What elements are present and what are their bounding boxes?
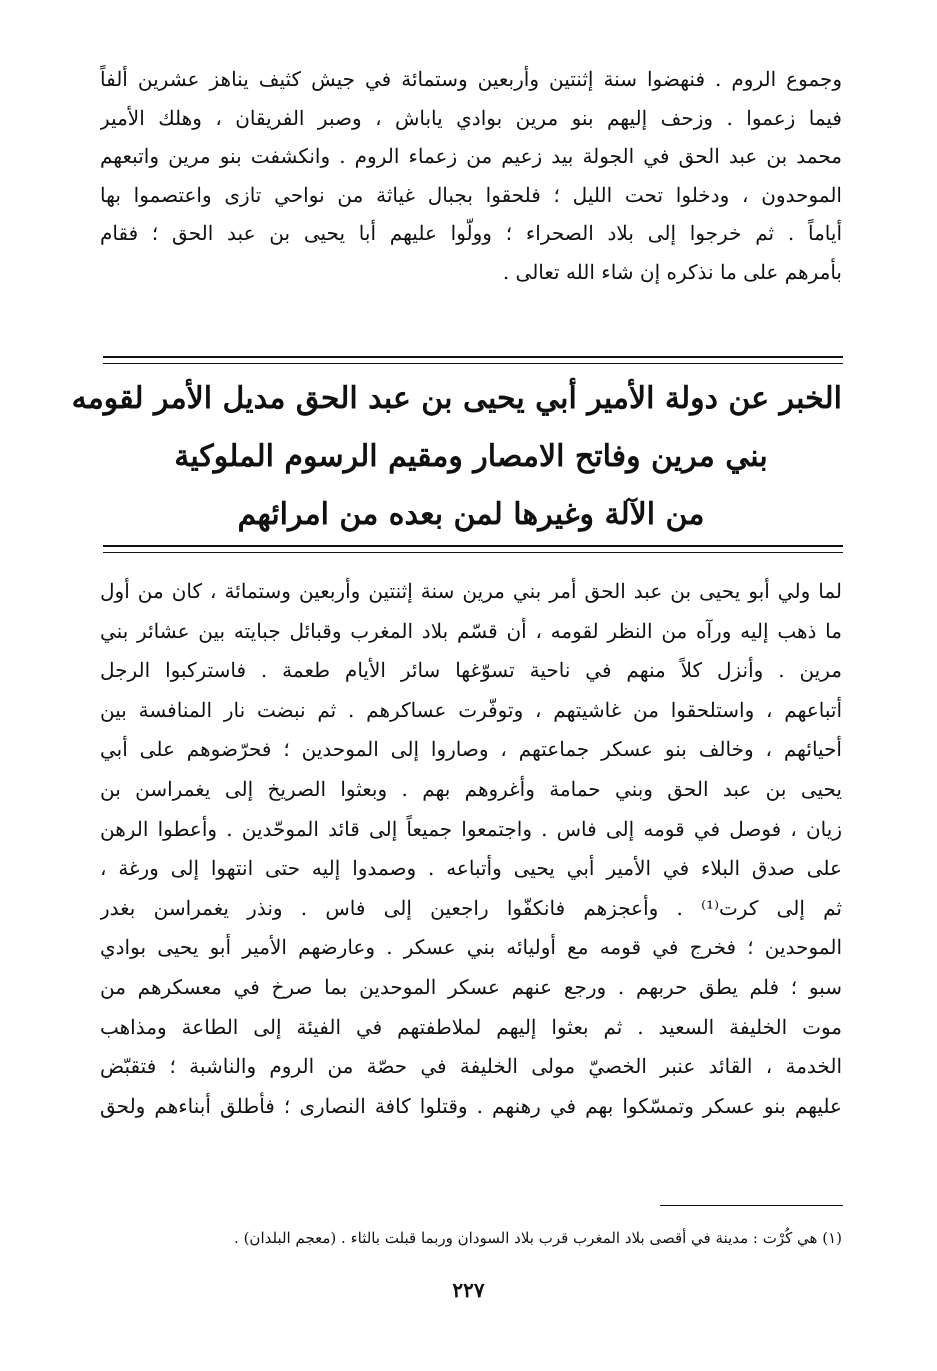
page-number: ٢٢٧	[452, 1278, 485, 1302]
text-line: أياماً . ثم خرجوا إلى بلاد الصحراء ؛ وولّوا عليهم أبا يحيى بن عبد الحق ؛ فقام	[100, 221, 842, 245]
footnote-separator	[660, 1205, 843, 1206]
text-line: فيما زعموا . وزحف إليهم بنو مرين بوادي ياباش ، وصبر الفريقان ، وهلك الأمير	[100, 105, 842, 130]
heading-line: بني مرين وفاتح الامصار ومقيم الرسوم الملوكية	[174, 439, 768, 474]
text-line: زيان ، فوصل في قومه إلى فاس . واجتمعوا جميعاً إلى قائد الموحّدين . وأعطوا الرهن	[100, 816, 842, 841]
text-line: الموحدون ، ودخلوا تحت الليل ؛ فلحقوا بجبال غياثة من نواحي تازى واعتصموا بها	[100, 182, 842, 207]
heading-line: من الآلة وغيرها لمن بعده من امرائهم	[237, 497, 705, 532]
text-line: ما ذهب إليه ورآه من النظر لقومه ، أن قسّم بلاد المغرب وقبائل جبايته بين عشائر بني	[100, 618, 842, 643]
text-line: على صدق البلاء في الأمير أبي يحيى وأتباعه . وصمدوا إليه حتى انتهوا إلى ورغة ،	[100, 856, 842, 881]
opening-paragraph	[100, 60, 842, 291]
text-line: الخدمة ، القائد عنبر الخصيّ مولى الخليفة في حصّة من الروم والناشبة ؛ فتقبّض	[100, 1054, 842, 1079]
text-line: الموحدين ؛ فخرج في قومه مع أوليائه بني عسكر . وعارضهم الأمير أبو يحيى بوادي	[100, 935, 842, 960]
text-line: محمد بن عبد الحق في الجولة بيد زعيم من زعماء الروم . وانكشفت بنو مرين واتبعهم	[100, 144, 842, 168]
text-line: يحيى بن عبد الحق وبني حمامة وأغروهم بهم . وبعثوا الصريخ إلى يغمراسن بن	[100, 776, 842, 801]
text-line: سبو ؛ فلم يطق حربهم . ورجع عنهم عسكر الموحدين بما صرخ في معسكرهم من	[100, 974, 842, 999]
footnote: (١) هي كُرْت : مدينة في أقصى بلاد المغرب قرب بلاد السودان وربما قبلت بالثاء . (معجم البلدان) .	[234, 1229, 842, 1247]
section-heading	[71, 370, 842, 544]
text-line: أتباعهم ، واستلحقوا من غاشيتهم ، وتوفّرت عساكرهم . ثم نبضت نار المنافسة بين	[100, 697, 842, 722]
body-paragraph	[100, 572, 842, 1126]
heading-line: الخبر عن دولة الأمير أبي يحيى بن عبد الحق مديل الأمر لقومه	[71, 381, 842, 416]
text-line: موت الخليفة السعيد . ثم بعثوا إليهم لملاطفتهم في الفيئة إلى الطاعة ومذاهب	[100, 1014, 842, 1039]
text-line: مرين . وأنزل كلاً منهم في ناحية تسوّغها سائر الأيام طعمة . فاستركبوا الرجل	[100, 658, 842, 683]
text-line: ثم إلى كرت⁽¹⁾ . وأعجزهم فانكفّوا راجعين إلى فاس . ونذر يغمراسن بغدر	[100, 895, 842, 920]
text-line: عليهم بنو عسكر وتمسّكوا بهم في رهنهم . وقتلوا كافة النصارى ؛ فأطلق أبناءهم ولحق	[100, 1093, 842, 1118]
heading-bottom-rule	[103, 545, 843, 553]
text-line: وجموع الروم . فنهضوا سنة إثنتين وأربعين وستمائة في جيش كثيف يناهز عشرين ألفاً	[100, 67, 842, 91]
text-line: بأمرهم على ما نذكره إن شاء الله تعالى .	[502, 259, 842, 284]
text-line: أحيائهم ، وخالف بنو عسكر جماعتهم ، وصاروا إلى الموحدين ؛ فحرّضوهم على أبي	[100, 737, 842, 762]
text-line: لما ولي أبو يحيى بن عبد الحق أمر بني مرين سنة إثنتين وأربعين وستمائة ، كان من أول	[100, 579, 842, 603]
heading-top-rule	[103, 356, 843, 364]
